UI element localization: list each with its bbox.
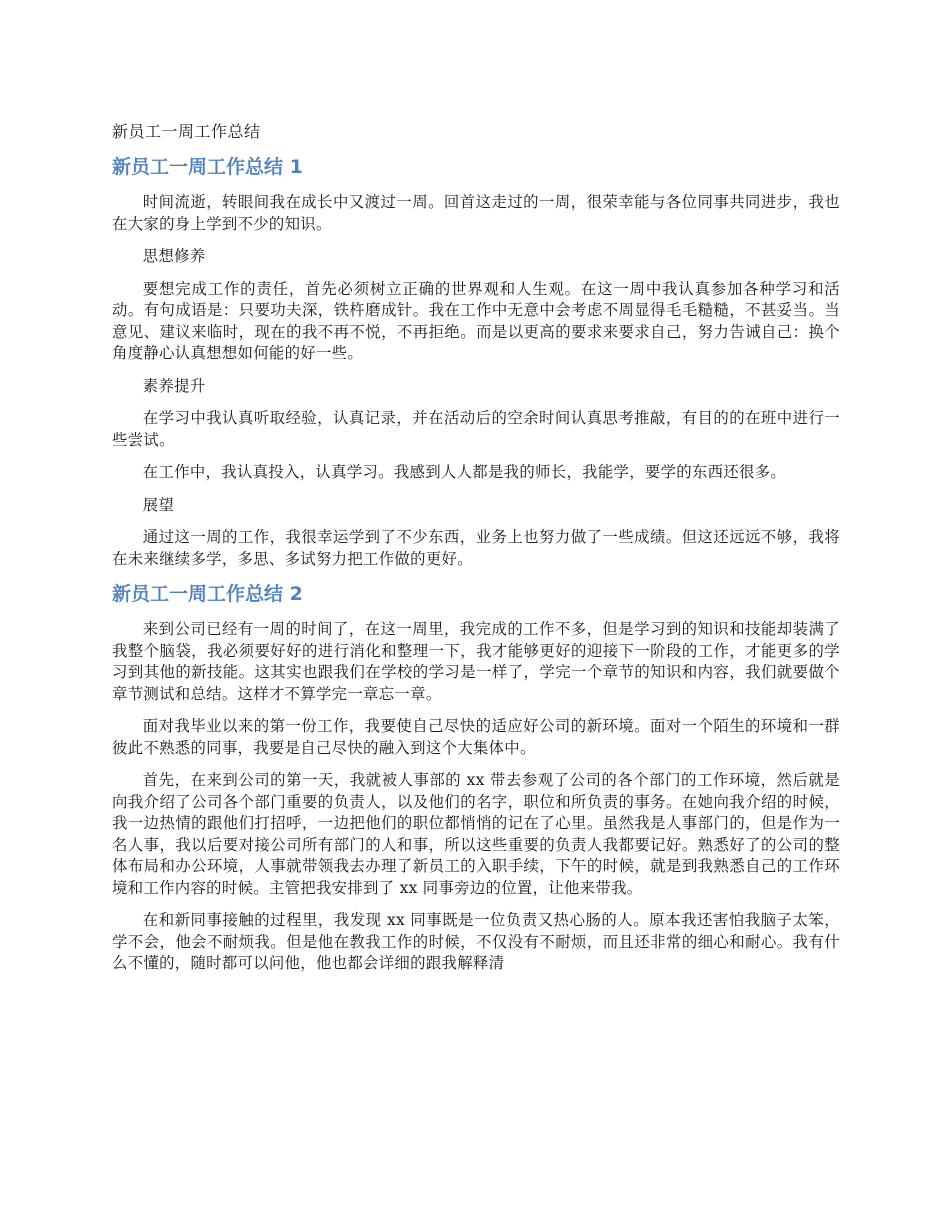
section-heading: 新员工一周工作总结 2 — [112, 583, 303, 605]
section-2 — [112, 581, 840, 975]
paragraph: 来到公司已经有一周的时间了，在这一周里，我完成的工作不多，但是学习到的知识和技能却装满了我整个脑袋，我必须要好好的进行消化和整理一下，我才能够更好的迎接下一阶段的工作，才能更多的学习到其他的新技能。这其实也跟我们在学校的学习是一样了，学完一个章节的知识和内容，我们就要做个章节测试和总结。这样才不算学完一章忘一章。 — [112, 620, 840, 703]
paragraph: 首先，在来到公司的第一天，我就被人事部的 xx 带去参观了公司的各个部门的工作环境，然后就是向我介绍了公司各个部门重要的负责人，以及他们的名字，职位和所负责的事务。在她向我介绍的时候，我一边热情的跟他们打招呼，一边把他们的职位都悄悄的记在了心里。虽然我是人事部门的，但是作为一名人事，我以后要对接公司所有部门的人和事，所以这些重要的负责人我都要记好。熟悉好了的公司的整体布局和办公环境，人事就带领我去办理了新员工的入职手续，下午的时候，就是到我熟悉自己的工作环境和工作内容的时候。主管把我安排到了 xx 同事旁边的位置，让他来带我。 — [112, 771, 840, 897]
section-heading: 新员工一周工作总结 1 — [112, 156, 303, 178]
subheading-thought: 思想修养 — [142, 247, 206, 265]
document-page — [112, 120, 840, 986]
document-title: 新员工一周工作总结 — [112, 122, 261, 141]
paragraph: 在工作中，我认真投入，认真学习。我感到人人都是我的师长，我能学，要学的东西还很多。 — [142, 463, 787, 481]
section-1 — [112, 154, 840, 570]
paragraph: 在学习中我认真听取经验，认真记录，并在活动后的空余时间认真思考推敲，有目的的在班中进行一些尝试。 — [112, 409, 840, 449]
paragraph: 时间流逝，转眼间我在成长中又渡过一周。回首这走过的一周，很荣幸能与各位同事共同进步，我也在大家的身上学到不少的知识。 — [112, 193, 840, 233]
paragraph: 要想完成工作的责任，首先必须树立正确的世界观和人生观。在这一周中我认真参加各种学习和活动。有句成语是：只要功夫深，铁杵磨成针。我在工作中无意中会考虑不周显得毛毛糙糙，不甚妥当。当意见、建议来临时，现在的我不再不悦，不再拒绝。而是以更高的要求来要求自己，努力告诫自己：换个角度静心认真想想如何能的好一些。 — [112, 279, 840, 362]
paragraph: 面对我毕业以来的第一份工作，我要使自己尽快的适应好公司的新环境。面对一个陌生的环境和一群彼此不熟悉的同事，我要是自己尽快的融入到这个大集体中。 — [112, 717, 840, 757]
subheading-outlook: 展望 — [142, 495, 175, 514]
paragraph: 通过这一周的工作，我很幸运学到了不少东西，业务上也努力做了一些成绩。但这还远远不够，我将在未来继续多学，多思、多试努力把工作做的更好。 — [112, 528, 840, 568]
subheading-improvement: 素养提升 — [142, 376, 206, 395]
paragraph: 在和新同事接触的过程里，我发现 xx 同事既是一位负责又热心肠的人。原本我还害怕我脑子太笨，学不会，他会不耐烦我。但是他在教我工作的时候，不仅没有不耐烦，而且还非常的细心和耐心。我有什么不懂的，随时都可以问他，他也都会详细的跟我解释清 — [112, 911, 840, 972]
